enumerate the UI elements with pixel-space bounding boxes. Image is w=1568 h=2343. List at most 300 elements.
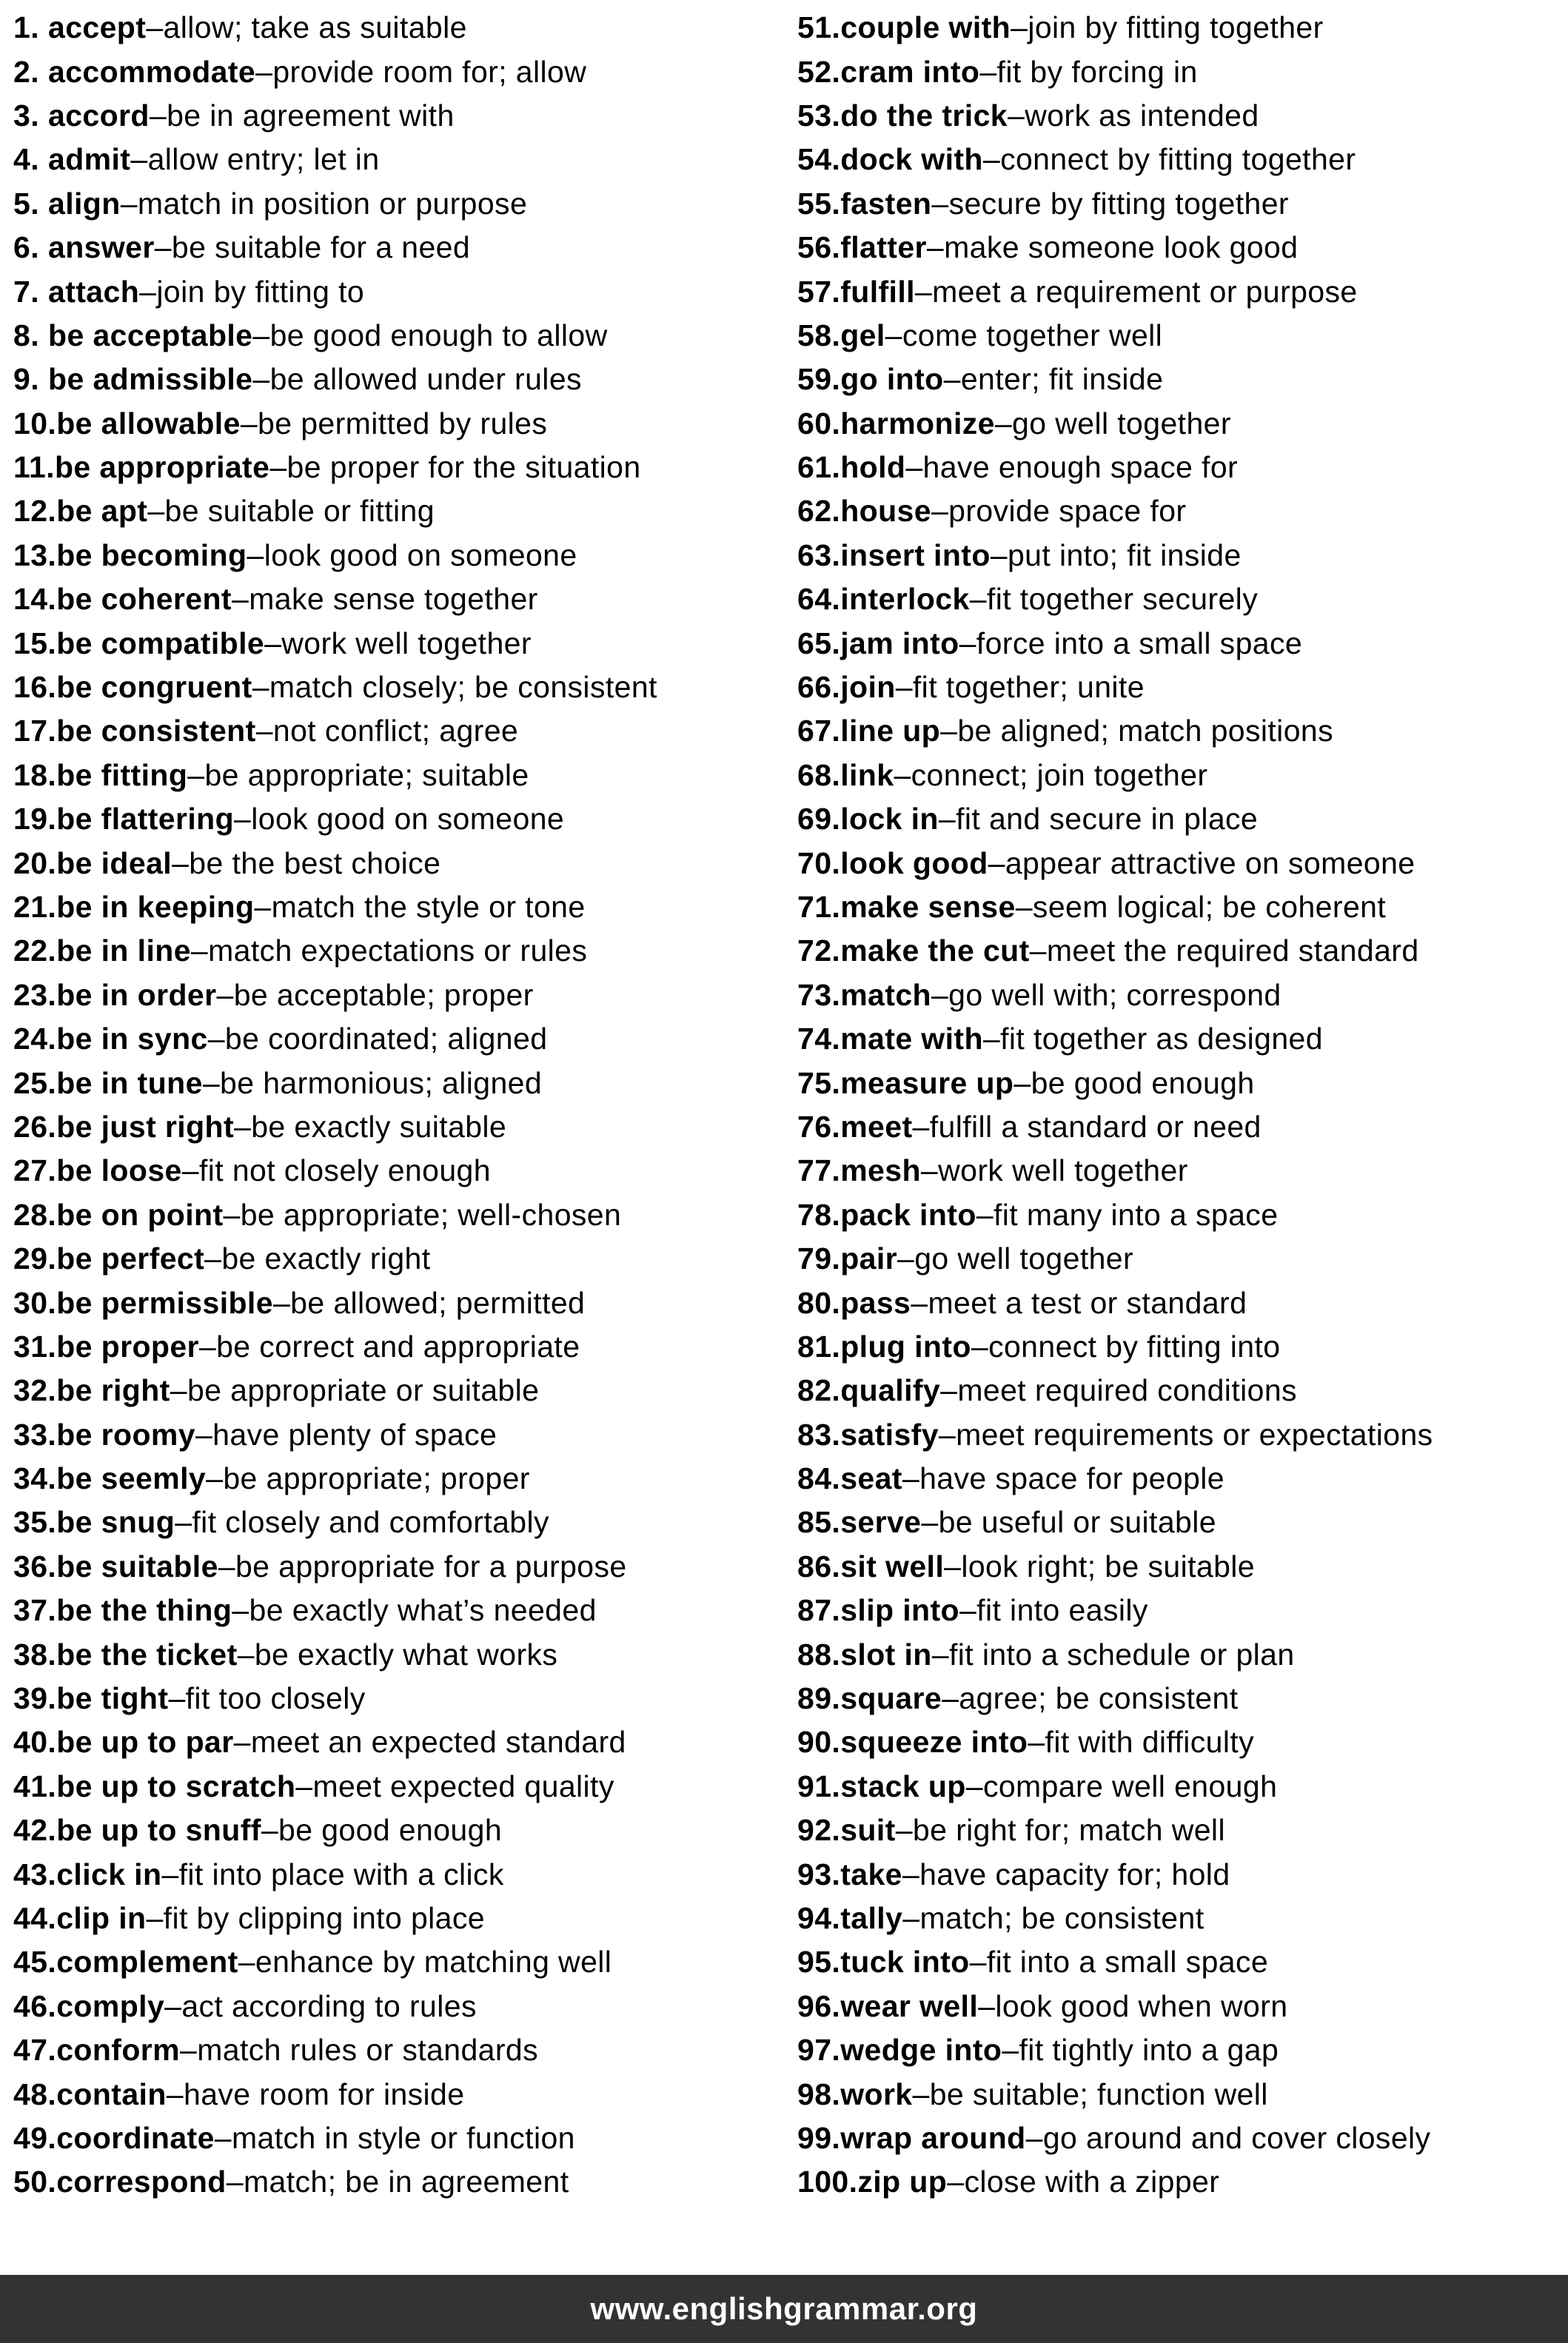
item-term: wrap around <box>840 2120 1026 2155</box>
item-separator: – <box>902 1461 920 1496</box>
item-number: 22. <box>13 933 57 968</box>
item-separator: – <box>120 186 138 221</box>
item-term: be in keeping <box>56 890 255 924</box>
item-number: 68. <box>797 757 841 792</box>
item-separator: – <box>206 1461 224 1496</box>
item-separator: – <box>164 1988 182 2023</box>
list-item <box>0 1940 784 1984</box>
item-term: be in order <box>56 977 217 1012</box>
item-term: be just right <box>56 1109 235 1144</box>
item-separator: – <box>255 54 273 89</box>
item-number: 98. <box>797 2076 841 2111</box>
list-item <box>784 1149 1568 1193</box>
list-item <box>0 1985 784 2028</box>
item-separator: – <box>187 757 205 792</box>
list-item <box>784 94 1568 138</box>
item-term: coordinate <box>56 2120 215 2155</box>
item-separator: – <box>181 1153 199 1188</box>
item-term: sit well <box>840 1549 945 1583</box>
item-number: 34. <box>13 1461 57 1496</box>
item-definition: connect by fitting into <box>988 1329 1281 1364</box>
item-term: be congruent <box>56 670 252 705</box>
item-definition: meet an expected standard <box>250 1725 626 1760</box>
item-separator: – <box>147 494 165 529</box>
item-number: 93. <box>797 1857 841 1891</box>
item-number: 52. <box>797 54 841 89</box>
list-item <box>0 577 784 621</box>
item-definition: fit together; unite <box>912 670 1145 705</box>
item-definition: be exactly what’s needed <box>249 1593 597 1628</box>
list-item <box>784 1545 1568 1589</box>
item-definition: put into; fit inside <box>1007 537 1242 572</box>
item-separator: – <box>976 1197 994 1232</box>
list-item <box>0 50 784 93</box>
item-definition: fit together securely <box>986 582 1259 617</box>
item-number: 14. <box>13 582 57 617</box>
item-separator: – <box>272 1285 291 1320</box>
list-item <box>0 1193 784 1237</box>
item-term: square <box>840 1681 942 1716</box>
item-definition: be appropriate for a purpose <box>235 1549 627 1583</box>
footer-url: www.englishgrammar.org <box>590 2291 978 2326</box>
item-number: 1. <box>13 10 39 45</box>
item-separator: – <box>204 1241 222 1276</box>
item-definition: meet required conditions <box>957 1373 1297 1408</box>
item-number: 97. <box>797 2033 841 2068</box>
item-separator: – <box>944 1549 962 1583</box>
item-definition: look good on someone <box>264 537 577 572</box>
item-separator: – <box>978 1988 996 2023</box>
item-definition: be in agreement with <box>167 98 455 133</box>
item-separator: – <box>994 406 1013 440</box>
item-separator: – <box>912 1109 930 1144</box>
item-number: 10. <box>13 406 57 440</box>
list-item <box>0 269 784 313</box>
item-term: look good <box>840 845 988 880</box>
item-number: 72. <box>797 933 841 968</box>
item-definition: connect; join together <box>911 757 1208 792</box>
list-item <box>784 1061 1568 1105</box>
item-term: interlock <box>840 582 970 617</box>
list-item <box>0 2160 784 2204</box>
item-term: meet <box>840 1109 913 1144</box>
item-separator: – <box>969 1945 987 1980</box>
item-separator: – <box>190 933 209 968</box>
item-separator: – <box>982 1022 1001 1056</box>
list-item <box>0 226 784 269</box>
item-definition: compare well enough <box>982 1769 1278 1803</box>
item-separator: – <box>895 670 913 705</box>
item-term: jam into <box>840 626 959 660</box>
item-term: insert into <box>840 537 991 572</box>
item-definition: force into a small space <box>976 626 1303 660</box>
list-item <box>784 1281 1568 1324</box>
item-term: pack into <box>840 1197 976 1232</box>
list-item <box>0 1545 784 1589</box>
item-number: 91. <box>797 1769 841 1803</box>
item-separator: – <box>255 714 273 748</box>
item-separator: – <box>180 2033 198 2068</box>
item-term: suit <box>840 1813 896 1848</box>
item-number: 18. <box>13 757 57 792</box>
item-separator: – <box>175 1505 192 1540</box>
item-definition: make someone look good <box>944 230 1299 265</box>
item-definition: have plenty of space <box>212 1417 497 1452</box>
item-number: 62. <box>797 494 841 529</box>
item-definition: appear attractive on someone <box>1005 845 1415 880</box>
item-number: 11. <box>13 450 55 485</box>
item-definition: seem logical; be coherent <box>1032 890 1387 924</box>
list-item <box>784 269 1568 313</box>
item-number: 21. <box>13 890 57 924</box>
list-item <box>784 446 1568 489</box>
item-number: 53. <box>797 98 841 133</box>
item-term: squeeze into <box>840 1725 1028 1760</box>
item-definition: come together well <box>902 318 1163 352</box>
list-item <box>784 1325 1568 1369</box>
item-term: be flattering <box>56 802 235 837</box>
item-definition: have room for inside <box>184 2076 465 2111</box>
item-definition: fit by clipping into place <box>163 1900 485 1935</box>
item-number: 67. <box>797 714 841 748</box>
list-item <box>0 973 784 1017</box>
item-separator: – <box>979 54 997 89</box>
list-item <box>0 929 784 973</box>
item-number: 19. <box>13 802 57 837</box>
item-term: serve <box>840 1505 922 1540</box>
item-number: 70. <box>797 845 841 880</box>
item-number: 31. <box>13 1329 57 1364</box>
item-separator: – <box>202 1065 221 1100</box>
item-definition: be permitted by rules <box>258 406 548 440</box>
item-separator: – <box>931 186 949 221</box>
item-definition: go well together <box>914 1241 1134 1276</box>
item-separator: – <box>895 1813 913 1848</box>
item-definition: not conflict; agree <box>272 714 519 748</box>
item-separator: – <box>1028 1725 1045 1760</box>
item-definition: make sense together <box>249 582 538 617</box>
item-definition: work well together <box>938 1153 1188 1188</box>
item-number: 20. <box>13 845 57 880</box>
item-separator: – <box>223 1197 241 1232</box>
item-separator: – <box>216 977 234 1012</box>
item-definition: match; be in agreement <box>243 2165 569 2199</box>
item-definition: enhance by matching well <box>255 1945 612 1980</box>
item-definition: match rules or standards <box>197 2033 539 2068</box>
item-term: mesh <box>840 1153 921 1188</box>
item-term: answer <box>48 230 155 265</box>
item-separator: – <box>232 1593 249 1628</box>
item-term: be in line <box>56 933 191 968</box>
item-term: slot in <box>840 1637 932 1672</box>
item-term: harmonize <box>840 406 995 440</box>
item-number: 25. <box>13 1065 57 1100</box>
item-number: 45. <box>13 1945 57 1980</box>
item-term: be seemly <box>56 1461 207 1496</box>
item-number: 77. <box>797 1153 841 1188</box>
item-separator: – <box>1015 890 1033 924</box>
item-number: 61. <box>797 450 841 485</box>
list-item <box>784 1017 1568 1061</box>
item-definition: be correct and appropriate <box>216 1329 580 1364</box>
item-definition: allow; take as suitable <box>163 10 467 45</box>
item-separator: – <box>1011 10 1028 45</box>
item-term: be on point <box>56 1197 224 1232</box>
item-definition: be appropriate; proper <box>223 1461 530 1496</box>
item-definition: fit with difficulty <box>1045 1725 1255 1760</box>
item-definition: join by fitting together <box>1028 10 1324 45</box>
item-definition: go well with; correspond <box>948 977 1281 1012</box>
list-item <box>0 358 784 401</box>
item-term: admit <box>48 142 131 177</box>
item-number: 82. <box>797 1373 841 1408</box>
item-number: 37. <box>13 1593 57 1628</box>
list-column-right <box>784 6 1568 2205</box>
item-separator: – <box>931 977 949 1012</box>
item-separator: – <box>1013 1065 1031 1100</box>
item-number: 17. <box>13 714 57 748</box>
item-separator: – <box>885 318 902 352</box>
list-item <box>0 534 784 577</box>
list-item <box>784 1985 1568 2028</box>
item-separator: – <box>295 1769 313 1803</box>
item-number: 84. <box>797 1461 841 1496</box>
list-item <box>784 1369 1568 1412</box>
item-separator: – <box>240 406 258 440</box>
list-item <box>0 1149 784 1193</box>
item-number: 43. <box>13 1857 57 1891</box>
item-number: 24. <box>13 1022 57 1056</box>
list-item <box>0 1017 784 1061</box>
item-separator: – <box>161 1857 179 1891</box>
item-number: 50. <box>13 2165 57 2199</box>
item-term: flatter <box>840 230 927 265</box>
item-separator: – <box>959 1593 977 1628</box>
list-item <box>784 1501 1568 1544</box>
list-item <box>784 182 1568 226</box>
list-item <box>0 489 784 533</box>
item-definition: fit closely and comfortably <box>192 1505 549 1540</box>
item-term: slip into <box>840 1593 959 1628</box>
item-separator: – <box>942 1681 959 1716</box>
item-number: 2. <box>13 54 39 89</box>
list-item <box>784 358 1568 401</box>
item-number: 74. <box>797 1022 841 1056</box>
list-item <box>784 6 1568 50</box>
list-item <box>0 797 784 841</box>
list-item <box>784 621 1568 665</box>
item-separator: – <box>988 845 1005 880</box>
item-separator: – <box>214 2120 232 2155</box>
item-definition: join by fitting to <box>156 274 365 309</box>
item-term: join <box>840 670 896 705</box>
item-definition: agree; be consistent <box>959 1681 1239 1716</box>
list-item <box>784 973 1568 1017</box>
item-number: 42. <box>13 1813 57 1848</box>
item-separator: – <box>226 2165 244 2199</box>
item-term: plug into <box>840 1329 971 1364</box>
item-number: 90. <box>797 1725 841 1760</box>
item-number: 88. <box>797 1637 841 1672</box>
item-definition: have enough space for <box>922 450 1239 485</box>
item-separator: – <box>252 362 270 397</box>
item-separator: – <box>166 2076 184 2111</box>
item-separator: – <box>172 845 190 880</box>
list-item <box>784 666 1568 709</box>
item-term: be up to snuff <box>56 1813 261 1848</box>
list-item <box>784 1765 1568 1809</box>
item-term: be allowable <box>56 406 241 440</box>
item-term: wedge into <box>840 2033 1002 2068</box>
item-separator: – <box>971 1329 989 1364</box>
item-separator: – <box>234 802 252 837</box>
item-number: 36. <box>13 1549 57 1583</box>
item-definition: be aligned; match positions <box>957 714 1333 748</box>
item-definition: enter; fit inside <box>960 362 1164 397</box>
item-separator: – <box>938 1417 956 1452</box>
item-number: 56. <box>797 230 841 265</box>
item-term: lock in <box>840 802 939 837</box>
item-separator: – <box>130 142 148 177</box>
item-term: be permissible <box>56 1285 273 1320</box>
item-number: 39. <box>13 1681 57 1716</box>
item-separator: – <box>198 1329 217 1364</box>
item-number: 3. <box>13 98 39 133</box>
list-item <box>0 885 784 929</box>
item-term: be proper <box>56 1329 199 1364</box>
list-item <box>0 402 784 446</box>
item-separator: – <box>252 318 270 352</box>
item-number: 85. <box>797 1505 841 1540</box>
list-item <box>784 50 1568 93</box>
list-item <box>0 1809 784 1852</box>
item-definition: be proper for the situation <box>287 450 641 485</box>
item-number: 47. <box>13 2033 57 2068</box>
item-definition: be the best choice <box>189 845 441 880</box>
item-definition: fit together as designed <box>1000 1022 1323 1056</box>
item-term: satisfy <box>840 1417 939 1452</box>
item-separator: – <box>139 274 157 309</box>
item-number: 76. <box>797 1109 841 1144</box>
list-item <box>0 1061 784 1105</box>
item-separator: – <box>926 230 945 265</box>
item-separator: – <box>218 1549 235 1583</box>
item-term: do the trick <box>840 98 1008 133</box>
item-number: 33. <box>13 1417 57 1452</box>
item-number: 26. <box>13 1109 57 1144</box>
list-item <box>784 841 1568 885</box>
item-term: be up to par <box>56 1725 234 1760</box>
item-separator: – <box>1007 98 1025 133</box>
item-number: 89. <box>797 1681 841 1716</box>
item-definition: be coordinated; aligned <box>224 1022 548 1056</box>
item-term: pair <box>840 1241 897 1276</box>
item-number: 8. <box>13 318 39 352</box>
list-item <box>784 489 1568 533</box>
item-separator: – <box>207 1022 225 1056</box>
item-definition: fit too closely <box>185 1681 366 1716</box>
item-term: be compatible <box>56 626 265 660</box>
item-term: complement <box>56 1945 238 1980</box>
list-item <box>0 1589 784 1632</box>
list-item <box>0 621 784 665</box>
item-definition: secure by fitting together <box>948 186 1289 221</box>
item-term: comply <box>56 1988 165 2023</box>
list-item <box>784 1720 1568 1764</box>
item-number: 7. <box>13 274 39 309</box>
list-item <box>784 797 1568 841</box>
item-definition: be exactly suitable <box>251 1109 507 1144</box>
item-term: mate with <box>840 1022 983 1056</box>
item-term: contain <box>56 2076 167 2111</box>
item-definition: be acceptable; proper <box>233 977 534 1012</box>
list-item <box>0 2028 784 2072</box>
item-term: couple with <box>840 10 1011 45</box>
list-item <box>784 1809 1568 1852</box>
item-separator: – <box>232 582 249 617</box>
item-term: be appropriate <box>54 450 270 485</box>
item-number: 69. <box>797 802 841 837</box>
item-number: 32. <box>13 1373 57 1408</box>
list-item <box>784 1457 1568 1501</box>
item-number: 95. <box>797 1945 841 1980</box>
item-term: be in tune <box>56 1065 203 1100</box>
list-item <box>784 534 1568 577</box>
list-item <box>0 841 784 885</box>
item-number: 99. <box>797 2120 841 2155</box>
item-number: 100. <box>797 2165 858 2199</box>
list-item <box>0 1369 784 1412</box>
item-separator: – <box>902 1857 920 1891</box>
list-item <box>0 6 784 50</box>
item-number: 48. <box>13 2076 57 2111</box>
item-separator: – <box>947 2165 965 2199</box>
list-item <box>0 1237 784 1281</box>
item-number: 57. <box>797 274 841 309</box>
item-separator: – <box>261 1813 279 1848</box>
item-separator: – <box>943 362 961 397</box>
list-item <box>0 2116 784 2160</box>
item-definition: be appropriate; suitable <box>204 757 529 792</box>
item-number: 9. <box>13 362 39 397</box>
item-definition: meet the required standard <box>1046 933 1419 968</box>
item-definition: be right for; match well <box>912 1813 1225 1848</box>
item-number: 51. <box>797 10 841 45</box>
item-term: measure up <box>840 1065 1014 1100</box>
list-item <box>784 1940 1568 1984</box>
list-item <box>784 929 1568 973</box>
list-item <box>0 1632 784 1676</box>
item-separator: – <box>146 10 164 45</box>
list-item <box>0 1105 784 1149</box>
item-number: 44. <box>13 1900 57 1935</box>
list-item <box>784 1105 1568 1149</box>
list-item <box>0 138 784 181</box>
item-definition: be exactly what works <box>254 1637 558 1672</box>
item-term: be becoming <box>56 537 247 572</box>
item-number: 60. <box>797 406 841 440</box>
item-number: 40. <box>13 1725 57 1760</box>
list-item <box>784 314 1568 358</box>
item-number: 28. <box>13 1197 57 1232</box>
item-term: be loose <box>56 1153 182 1188</box>
item-separator: – <box>168 1681 186 1716</box>
item-definition: fit by forcing in <box>996 54 1198 89</box>
list-item <box>784 1677 1568 1720</box>
item-number: 86. <box>797 1549 841 1583</box>
item-separator: – <box>252 670 269 705</box>
item-number: 81. <box>797 1329 841 1364</box>
